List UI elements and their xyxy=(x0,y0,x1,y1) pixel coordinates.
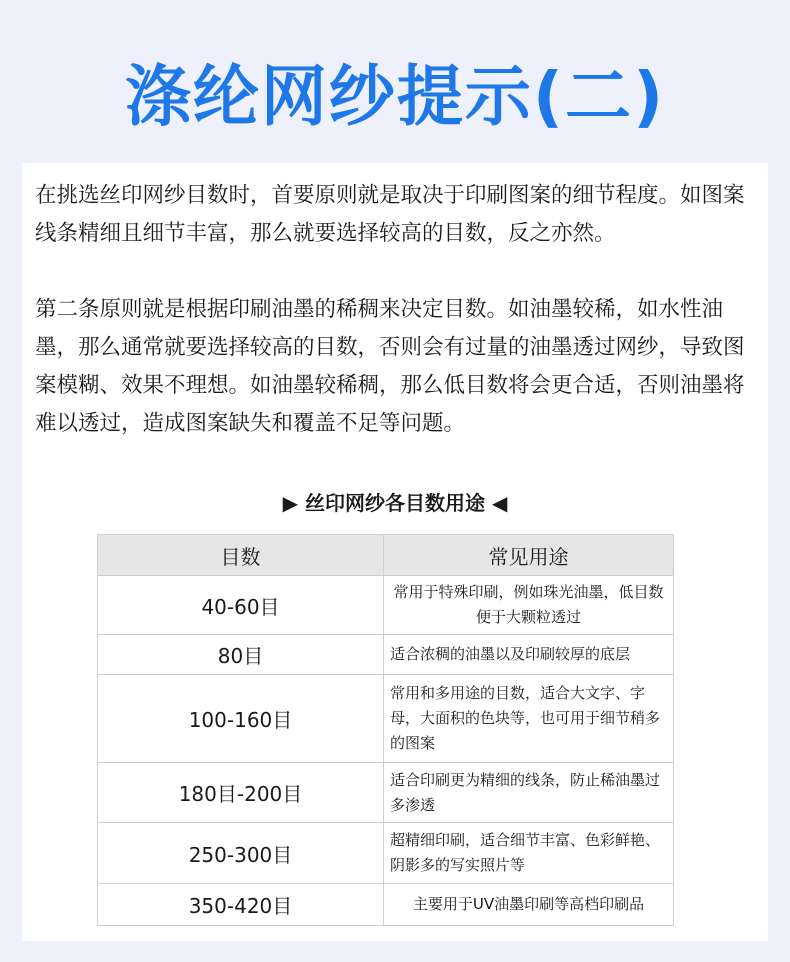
mesh-cell: 180目-200目 xyxy=(98,763,384,823)
mesh-cell: 250-300目 xyxy=(98,823,384,884)
content-card xyxy=(22,163,768,941)
paragraph-2: 第二条原则就是根据印刷油墨的稀稠来决定目数。如油墨较稀，如水性油墨，那么通常就要选择较高的目数，否则会有过量的油墨透过网纱，导致图案模糊、效果不理想。如油墨较稀稠，那么低目数将会更合适，否则油墨将难以透过，造成图案缺失和覆盖不足等问题。 xyxy=(35,297,745,436)
mesh-cell: 40-60目 xyxy=(98,576,384,635)
header-mesh: 目数 xyxy=(98,535,384,576)
table-row xyxy=(98,763,674,823)
table-row xyxy=(98,675,674,763)
paragraph-1: 在挑选丝印网纱目数时，首要原则就是取决于印刷图案的细节程度。如图案线条精细且细节丰富，那么就要选择较高的目数，反之亦然。 xyxy=(35,183,745,246)
table-header-row xyxy=(98,535,674,576)
mesh-cell: 80目 xyxy=(98,635,384,675)
use-cell: 超精细印刷，适合细节丰富、色彩鲜艳、阴影多的写实照片等 xyxy=(384,823,674,884)
page-title: 涤纶网纱提示(二) xyxy=(124,58,666,135)
table-title: ▶ 丝印网纱各目数用途 ◀ xyxy=(282,491,508,515)
header-use: 常见用途 xyxy=(384,535,674,576)
mesh-cell: 350-420目 xyxy=(98,884,384,926)
use-cell: 适合印刷更为精细的线条，防止稀油墨过多渗透 xyxy=(384,763,674,823)
table-row xyxy=(98,635,674,675)
use-cell: 常用于特殊印刷，例如珠光油墨，低目数便于大颗粒透过 xyxy=(384,576,674,635)
use-cell: 主要用于UV油墨印刷等高档印刷品 xyxy=(384,884,674,926)
table-row xyxy=(98,884,674,926)
mesh-cell: 100-160目 xyxy=(98,675,384,763)
table-row xyxy=(98,823,674,884)
mesh-usage-table xyxy=(97,534,674,926)
use-cell: 常用和多用途的目数，适合大文字、字母，大面积的色块等，也可用于细节稍多的图案 xyxy=(384,675,674,763)
use-cell: 适合浓稠的油墨以及印刷较厚的底层 xyxy=(384,635,674,675)
table-row xyxy=(98,576,674,635)
